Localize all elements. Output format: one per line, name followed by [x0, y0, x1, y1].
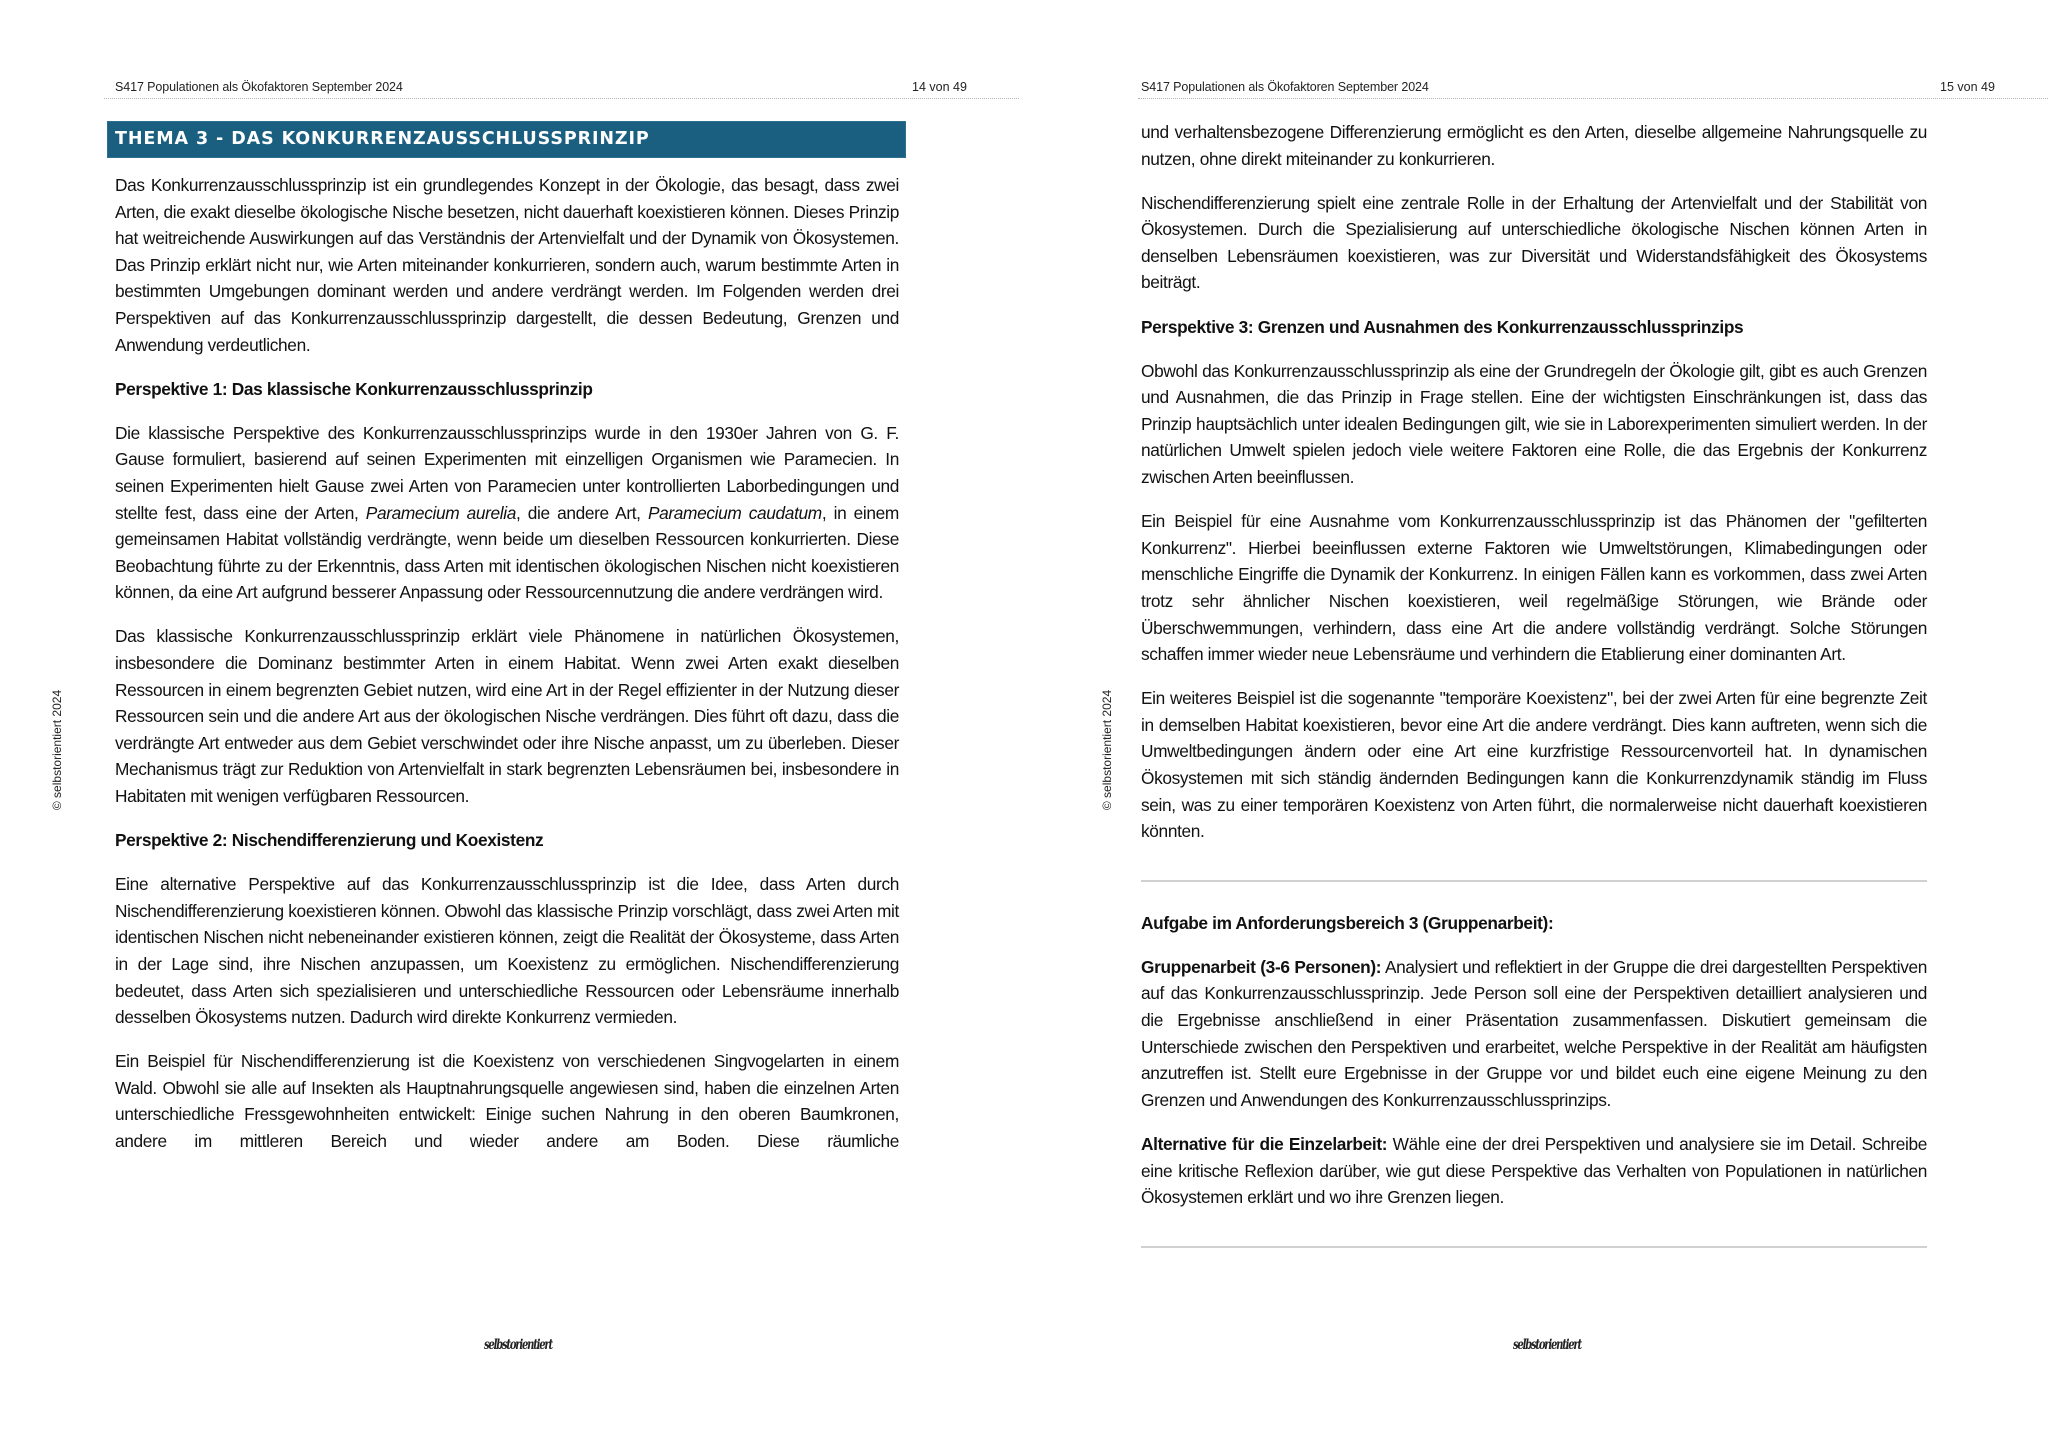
text-run: , in einem gemeinsamen Habitat vollständig verdrängte, wenn beide um dieselben Ressourcen konkurrierten. Diese Beobachtung führte zu der Erkenntnis, dass Arten mit identischen ökologischen Nischen nicht koexistieren können, da eine Art aufgrund besserer Anpassung oder Ressourcennutzung die andere verdrängen wird.	[115, 502, 899, 603]
perspective-3-paragraph-3: Ein weiteres Beispiel ist die sogenannte "temporäre Koexistenz", bei der zwei Arten für eine begrenzte Zeit in demselben Habitat koexistieren, bevor eine Art die andere verdrängt. Dies kann auftreten, wenn sich die Umweltbedingungen ändern oder eine Art eine kurzfristige Ressourcenvorteil hat. In dynamischen Ökosystemen mit sich ständig ändernden Bedingungen kann die Konkurrenzdynamik ständig im Fluss sein, was zu einer temporären Koexistenz von Arten führt, die normalerweise nicht dauerhaft koexistieren könnten.	[1141, 688, 1927, 842]
task-top-rule	[1141, 880, 1927, 882]
task-single-paragraph	[1141, 1131, 1927, 1211]
right-body	[1141, 119, 1927, 1248]
species-name: Paramecium aurelia	[365, 502, 517, 523]
species-name: Paramecium caudatum	[647, 502, 822, 523]
task-group-text: Analysiert und reflektiert in der Gruppe die drei dargestellten Perspektiven auf das Konkurrenzausschlussprinzip. Jede Person soll eine der Perspektiven detailliert analysieren und die Ergebnisse anschließend in einer Präsentation zusammenfassen. Diskutiert gemeinsam die Unterschiede zwischen den Perspektiven und erarbeitet, welche Perspektive in der Realität am häufigsten anzutreffen ist. Stellt eure Ergebnisse in der Gruppe vor und bildet euch eine eigene Meinung zu den Grenzen und Anwendungen des Konkurrenzausschlussprinzips.	[1141, 956, 1928, 1110]
perspective-2-heading: Perspektive 2: Nischendifferenzierung und Koexistenz	[115, 830, 544, 851]
copyright-vertical: © selbstorientiert 2024	[50, 689, 65, 811]
left-body	[115, 172, 899, 1172]
perspective-2-paragraph-3: Nischendifferenzierung spielt eine zentrale Rolle in der Erhaltung der Artenvielfalt und der Stabilität von Ökosystemen. Durch die Spezialisierung auf unterschiedliche ökologische Nischen können Arten in denselben Lebensräumen koexistieren, was zur Diversität und Widerstandsfähigkeit des Ökosystems beiträgt.	[1141, 192, 1927, 293]
page-15	[1024, 0, 2048, 1448]
running-header: S417 Populationen als Ökofaktoren September 2024	[1141, 80, 1429, 94]
perspective-2-paragraph-2-start: Ein Beispiel für Nischendifferenzierung ist die Koexistenz von verschiedenen Singvogelarten in einem Wald. Obwohl sie alle auf Insekten als Hauptnahrungsquelle angewiesen sind, haben die einzelnen Arten unterschiedliche Fressgewohnheiten entwickelt: Einige suchen Nahrung in den oberen Baumkronen, andere im mittleren Bereich und wieder andere am Boden. Diese räumliche	[115, 1051, 899, 1151]
page-number: 15 von 49	[1940, 80, 1995, 94]
perspective-3-paragraph-2: Ein Beispiel für eine Ausnahme vom Konkurrenzausschlussprinzip ist das Phänomen der "gefilterten Konkurrenz". Hierbei beeinflussen externe Faktoren wie Umweltstörungen, Klimabedingungen oder menschliche Eingriffe die Dynamik der Konkurrenz. In einigen Fällen kann es vorkommen, dass zwei Arten trotz sehr ähnlicher Nischen koexistieren, weil regelmäßige Störungen, wie Brände oder Überschwemmungen, verhindern, dass eine Art die andere vollständig verdrängt. Solche Störungen schaffen immer wieder neue Lebensräume und verhindern die Etablierung einer dominanten Art.	[1141, 511, 1927, 665]
header-rule	[104, 98, 1019, 99]
running-header: S417 Populationen als Ökofaktoren September 2024	[115, 80, 403, 94]
header-rule	[1138, 98, 2048, 99]
task-single-text: Wähle eine der drei Perspektiven und analysiere sie im Detail. Schreibe eine kritische Reflexion darüber, wie gut diese Perspektive das Verhalten von Populationen in natürlichen Ökosystemen erklärt und wo ihre Grenzen liegen.	[1141, 1133, 1927, 1208]
perspective-1-paragraph-2: Das klassische Konkurrenzausschlussprinzip erklärt viele Phänomene in natürlichen Ökosystemen, insbesondere die Dominanz bestimmter Arten in einem Habitat. Wenn zwei Arten exakt dieselben Ressourcen in einem begrenzten Gebiet nutzen, wird eine Art in der Regel effizienter in der Nutzung dieser Ressourcen sein und die andere Art aus der ökologischen Nische verdrängen. Dies führt oft dazu, dass die verdrängte Art entweder aus dem Gebiet verschwindet oder ihre Nische anpasst, um zu überleben. Dieser Mechanismus trägt zur Reduktion von Artenvielfalt in stark begrenzten Lebensräumen bei, insbesondere in Habitaten mit wenigen verfügbaren Ressourcen.	[115, 626, 899, 806]
task-group-paragraph	[1141, 954, 1927, 1114]
text-run: , die andere Art,	[516, 502, 648, 523]
intro-paragraph: Das Konkurrenzausschlussprinzip ist ein grundlegendes Konzept in der Ökologie, das besagt, dass zwei Arten, die exakt dieselbe ökologische Nische besetzen, nicht dauerhaft koexistieren können. Dieses Prinzip hat weitreichende Auswirkungen auf das Verständnis der Artenvielfalt und der Dynamik von Ökosystemen. Das Prinzip erklärt nicht nur, wie Arten miteinander konkurrieren, sondern auch, warum bestimmte Arten in bestimmten Umgebungen dominant werden und andere verdrängt werden. Im Folgenden werden drei Perspektiven auf das Konkurrenzausschlussprinzip dargestellt, die dessen Bedeutung, Grenzen und Anwendung verdeutlichen.	[115, 175, 899, 355]
footer-logo: selbstorientiert	[484, 1337, 552, 1354]
task-heading: Aufgabe im Anforderungsbereich 3 (Gruppenarbeit):	[1141, 912, 1554, 933]
section-title: THEMA 3 - DAS KONKURRENZAUSSCHLUSSPRINZIP	[115, 129, 650, 149]
perspective-3-paragraph-1: Obwohl das Konkurrenzausschlussprinzip als eine der Grundregeln der Ökologie gilt, gibt es auch Grenzen und Ausnahmen, die das Prinzip in Frage stellen. Eine der wichtigsten Einschränkungen ist, dass das Prinzip hauptsächlich unter idealen Bedingungen gilt, wie sie in Laborexperimenten simuliert werden. In der natürlichen Umwelt spielen jedoch viele weitere Faktoren eine Rolle, die das Ergebnis der Konkurrenz zwischen Arten beeinflussen.	[1141, 360, 1927, 488]
copyright-vertical: © selbstorientiert 2024	[1100, 689, 1115, 811]
task-single-label: Alternative für die Einzelarbeit:	[1141, 1133, 1388, 1154]
perspective-3-heading: Perspektive 3: Grenzen und Ausnahmen des Konkurrenzausschlussprinzips	[1141, 316, 1744, 337]
task-group-label: Gruppenarbeit (3-6 Personen):	[1141, 956, 1382, 977]
perspective-2-paragraph-2-continued: und verhaltensbezogene Differenzierung ermöglicht es den Arten, dieselbe allgemeine Nahrungsquelle zu nutzen, ohne direkt miteinander zu konkurrieren.	[1141, 122, 1927, 169]
page-number: 14 von 49	[912, 80, 967, 94]
perspective-1-heading: Perspektive 1: Das klassische Konkurrenzausschlussprinzip	[115, 378, 593, 399]
text-run: Die klassische Perspektive des Konkurrenzausschlussprinzips wurde in den 1930er Jahren von G. F. Gause formuliert, basierend auf seinen Experimenten mit einzelligen Organismen wie Paramecien. In seinen Experimenten hielt Gause zwei Arten von Paramecien unter kontrollierten Laborbedingungen und stellte fest, dass eine der Arten,	[115, 422, 899, 523]
perspective-2-paragraph-1: Eine alternative Perspektive auf das Konkurrenzausschlussprinzip ist die Idee, dass Arten durch Nischendifferenzierung koexistieren können. Obwohl das klassische Prinzip vorschlägt, dass zwei Arten mit identischen Nischen nicht nebeneinander existieren können, zeigt die Realität der Ökosysteme, dass Arten in der Lage sind, ihre Nischen anzupassen, um Koexistenz zu ermöglichen. Nischendifferenzierung bedeutet, dass Arten sich spezialisieren und unterschiedliche Ressourcen oder Lebensräume innerhalb desselben Ökosystems nutzen. Dadurch wird direkte Konkurrenz vermieden.	[115, 874, 899, 1028]
task-bottom-rule	[1141, 1246, 1927, 1248]
perspective-1-paragraph-1	[115, 420, 899, 606]
footer-logo: selbstorientiert	[1513, 1337, 1581, 1354]
section-banner	[107, 121, 906, 158]
